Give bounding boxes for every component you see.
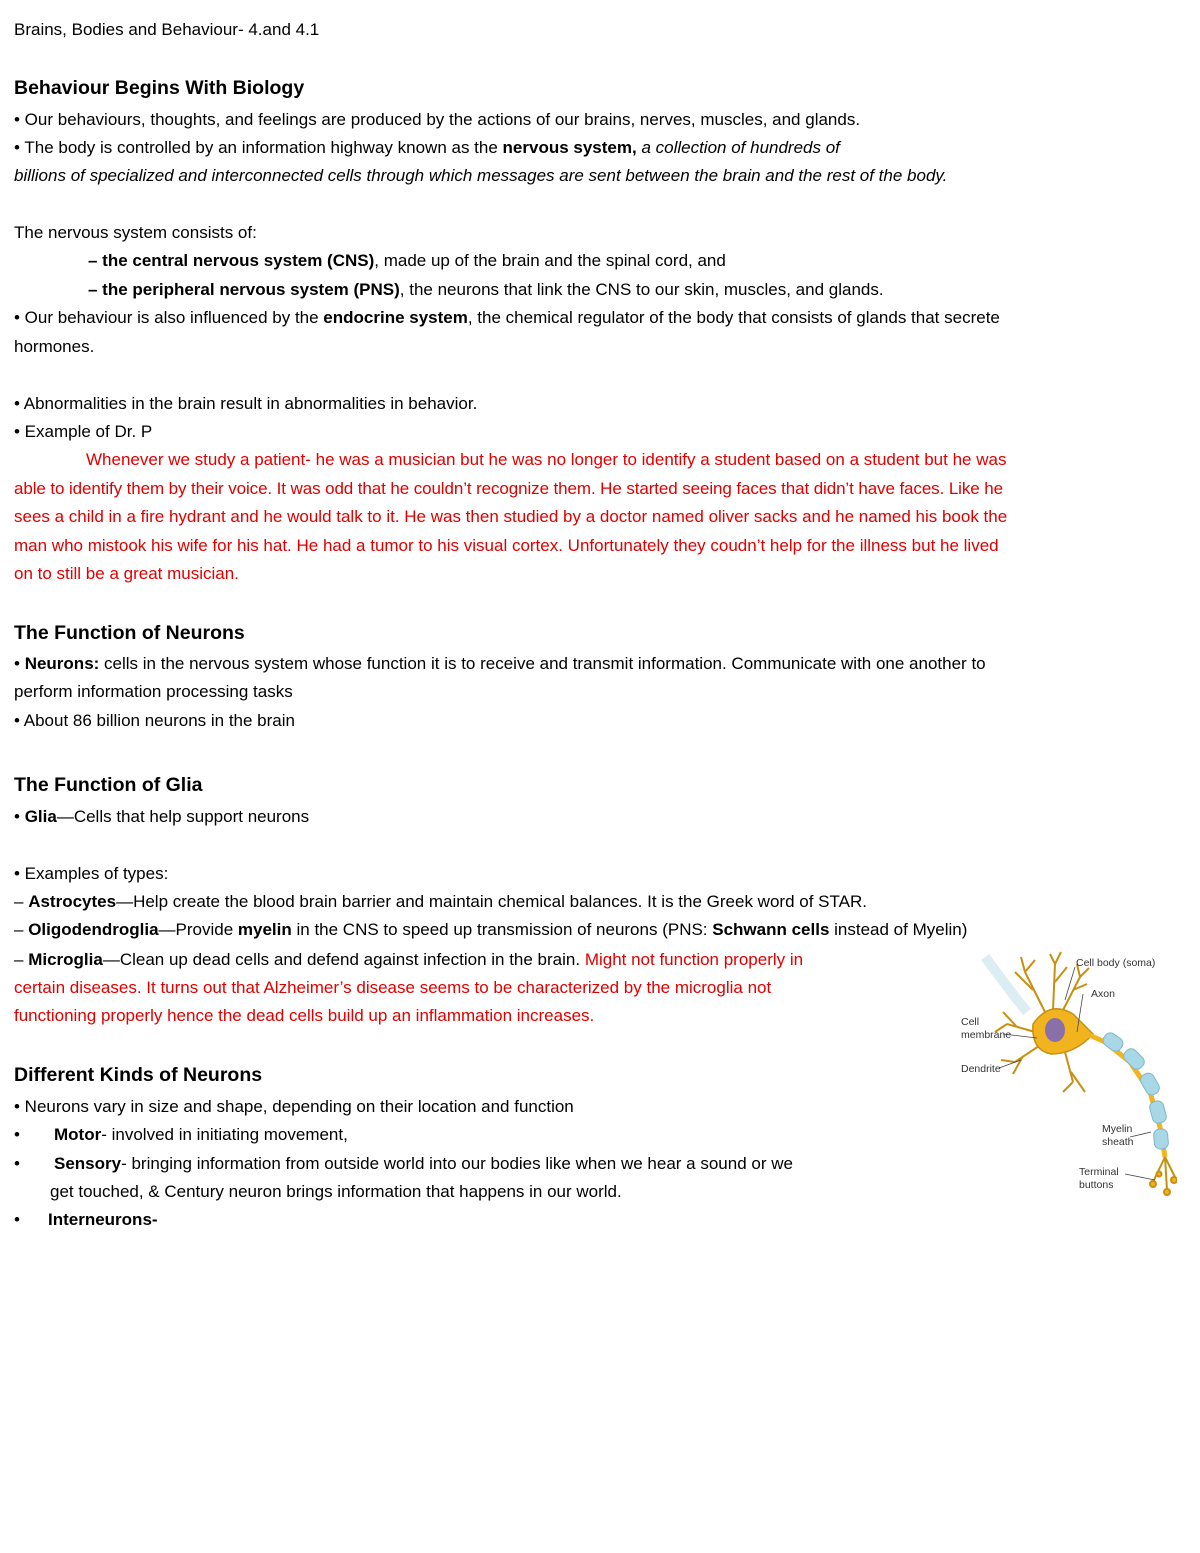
term-motor: Motor xyxy=(54,1125,102,1144)
bullet-neurons-def-cont: perform information processing tasks xyxy=(14,682,293,701)
label-cell-body: Cell body (soma) xyxy=(1076,957,1156,969)
text: – xyxy=(14,892,29,911)
term-endocrine: endocrine system xyxy=(323,308,468,327)
bullet-nervous-system-cont: billions of specialized and interconnected cells through which messages are sent between the brain and the rest of the body. xyxy=(14,166,948,185)
term-pns: – the peripheral nervous system (PNS) xyxy=(88,280,400,299)
bullet-examples-of-types: • Examples of types: xyxy=(14,864,169,883)
note-microglia-red: Might not function properly in xyxy=(584,950,804,969)
label-cell-membrane-2: membrane xyxy=(961,1029,1012,1041)
label-myelin-1: Myelin xyxy=(1102,1123,1133,1135)
text: – xyxy=(14,920,29,939)
document-title: Brains, Bodies and Behaviour- 4.and 4.1 xyxy=(14,20,320,39)
label-terminal-1: Terminal xyxy=(1079,1166,1119,1178)
heading-behaviour-begins: Behaviour Begins With Biology xyxy=(14,77,305,99)
text: instead of Myelin) xyxy=(829,920,968,939)
text: —Provide xyxy=(158,920,238,939)
microglia-line xyxy=(14,949,803,971)
text: cells in the nervous system whose function it is to receive and transmit information. Communicate with one another to xyxy=(99,654,986,673)
text: —Cells that help support neurons xyxy=(56,807,310,826)
note-dr-p-line-5: on to still be a great musician. xyxy=(14,564,239,583)
term-cns: – the central nervous system (CNS) xyxy=(88,251,375,270)
list-item-interneurons xyxy=(14,1209,158,1231)
text: —Help create the blood brain barrier and maintain chemical balances. It is the Greek word of STAR. xyxy=(116,892,867,911)
list-item-sensory xyxy=(14,1153,793,1175)
term-schwann-cells: Schwann cells xyxy=(712,920,830,939)
heading-function-of-neurons: The Function of Neurons xyxy=(14,622,245,644)
text: • xyxy=(14,807,25,826)
label-axon: Axon xyxy=(1091,988,1115,1000)
bullet-86-billion: • About 86 billion neurons in the brain xyxy=(14,711,295,730)
pns-line xyxy=(88,279,884,301)
text: • Our behaviour is also influenced by the xyxy=(14,308,324,327)
label-myelin-2: sheath xyxy=(1102,1136,1134,1148)
text: , the chemical regulator of the body that consists of glands that secrete xyxy=(467,308,1000,327)
bullet-abnormalities: • Abnormalities in the brain result in abnormalities in behavior. xyxy=(14,394,478,413)
term-oligodendroglia: Oligodendroglia xyxy=(28,920,159,939)
bullet-nervous-system xyxy=(14,137,840,159)
text: - involved in initiating movement, xyxy=(101,1125,348,1144)
note-microglia-line-2: certain diseases. It turns out that Alzheimer’s disease seems to be characterized by the microglia not xyxy=(14,978,772,997)
cns-line xyxy=(88,250,726,272)
bullet-glyph: • xyxy=(14,1125,20,1144)
bullet-neurons-def xyxy=(14,653,986,675)
consists-of-line: The nervous system consists of: xyxy=(14,223,257,242)
list-item-sensory-cont: get touched, & Century neuron brings information that happens in our world. xyxy=(50,1182,622,1201)
text: , the neurons that link the CNS to our skin, muscles, and glands. xyxy=(399,280,884,299)
neuron-diagram xyxy=(955,942,1177,1214)
term-interneurons: Interneurons- xyxy=(48,1210,158,1229)
oligodendroglia-line xyxy=(14,919,967,941)
text: • xyxy=(14,654,25,673)
text: – xyxy=(14,950,29,969)
term-neurons: Neurons: xyxy=(24,654,100,673)
bullet-endocrine-cont: hormones. xyxy=(14,337,95,356)
bullet-glyph: • xyxy=(14,1154,20,1173)
bullet-glia xyxy=(14,806,309,828)
nucleus xyxy=(1045,1018,1065,1042)
note-microglia-line-3: functioning properly hence the dead cells build up an inflammation increases. xyxy=(14,1006,595,1025)
term-nervous-system: nervous system, xyxy=(502,138,637,157)
label-terminal-2: buttons xyxy=(1079,1179,1114,1191)
term-astrocytes: Astrocytes xyxy=(28,892,117,911)
term-glia: Glia xyxy=(24,807,57,826)
note-dr-p-line-1: Whenever we study a patient- he was a musician but he was no longer to identify a student based on a student but he was xyxy=(86,450,1007,469)
text: , made up of the brain and the spinal cord, and xyxy=(374,251,726,270)
list-item-motor xyxy=(14,1124,348,1146)
term-microglia: Microglia xyxy=(28,950,103,969)
note-dr-p-line-3: sees a child in a fire hydrant and he would talk to it. He was then studied by a doctor named oliver sacks and he named his book the xyxy=(14,507,1008,526)
text: —Clean up dead cells and defend against infection in the brain. xyxy=(102,950,585,969)
term-myelin: myelin xyxy=(237,920,292,939)
term-sensory: Sensory xyxy=(54,1154,122,1173)
text: • The body is controlled by an information highway known as the xyxy=(14,138,503,157)
label-cell-membrane-1: Cell xyxy=(961,1016,980,1028)
text: - bringing information from outside world into our bodies like when we hear a sound or we xyxy=(121,1154,793,1173)
text: in the CNS to speed up transmission of neurons (PNS: xyxy=(291,920,713,939)
bullet-glyph: • xyxy=(14,1210,20,1229)
heading-function-of-glia: The Function of Glia xyxy=(14,774,203,796)
astrocytes-line xyxy=(14,891,867,913)
note-dr-p-line-2: able to identify them by their voice. It was odd that he couldn’t recognize them. He started seeing faces that didn’t have faces. Like he xyxy=(14,479,1003,498)
bullet-behaviours: • Our behaviours, thoughts, and feelings are produced by the actions of our brains, nerves, muscles, and glands. xyxy=(14,110,861,129)
bullet-example-dr-p: • Example of Dr. P xyxy=(14,422,153,441)
text-italic: a collection of hundreds of xyxy=(636,138,840,157)
bullet-endocrine xyxy=(14,307,1000,329)
heading-kinds-of-neurons: Different Kinds of Neurons xyxy=(14,1064,263,1086)
note-dr-p-line-4: man who mistook his wife for his hat. He had a tumor to his visual cortex. Unfortunately they coudn’t help for the illness but he lived xyxy=(14,536,999,555)
bullet-neurons-vary: • Neurons vary in size and shape, depending on their location and function xyxy=(14,1097,574,1116)
label-dendrite: Dendrite xyxy=(961,1063,1001,1075)
